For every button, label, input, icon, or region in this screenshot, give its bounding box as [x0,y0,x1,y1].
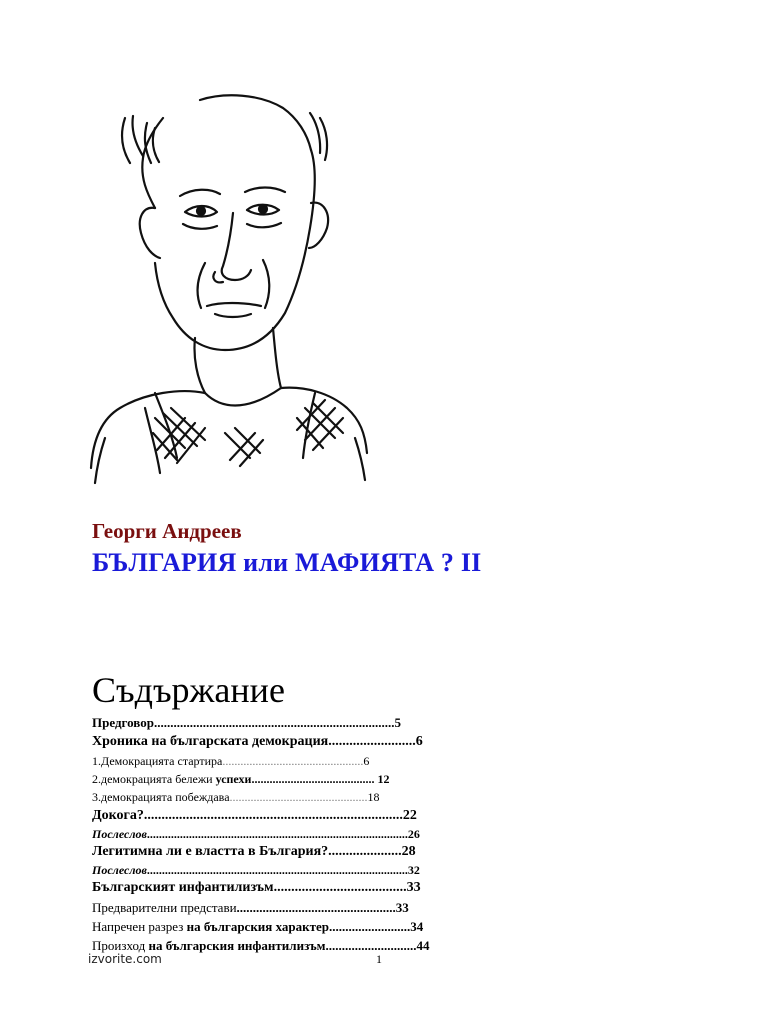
toc-entry-emphasis: на българския инфантилизъм [148,938,326,953]
toc-entry[interactable] [92,878,652,898]
toc-entry-title: Предговор [92,715,154,730]
toc-entry[interactable] [92,917,652,936]
toc-leader: .............................................. [229,790,368,804]
toc-page-number: 32 [407,863,420,877]
toc-entry[interactable] [92,806,652,826]
toc-page-number: 6 [363,754,370,768]
author-name: Георги Андреев [92,519,242,543]
toc-page-number: 26 [407,827,420,841]
toc-leader: ...................................... [273,880,407,895]
toc-page-number: 44 [416,938,430,953]
toc-entry[interactable] [92,862,652,878]
toc-entry[interactable] [92,826,652,842]
toc-leader: ............................................... [222,754,364,768]
toc-leader: ....................................................................................... [146,863,408,877]
toc-leader: ................................................. [236,900,396,915]
toc-entry-title: 1.Демокрацията стартира [92,754,223,768]
toc-leader: ......................... [329,919,411,934]
toc-leader: ....................................................................................... [146,827,408,841]
contents-heading: Съдържание [92,670,285,710]
toc-entry[interactable] [92,770,652,788]
toc-entry[interactable] [92,842,652,862]
toc-leader: .......................................................................... [143,808,403,823]
toc-entry[interactable] [92,752,652,770]
author-portrait-sketch [85,88,370,488]
footer-site: izvorite.com [88,952,162,966]
toc-entry[interactable] [92,713,652,732]
toc-leader: ......................... [328,734,416,749]
toc-leader: ............................ [325,938,417,953]
toc-entry-title: Послеслов [92,827,147,841]
toc-page-number: 18 [367,790,380,804]
toc-entry[interactable] [92,732,652,752]
toc-page-number: 34 [410,919,424,934]
toc-entry-title: 2.демокрацията бележи [92,772,216,786]
book-title: БЪЛГАРИЯ или МАФИЯТА ? II [92,548,482,577]
toc-entry-title: 3.демокрацията побеждава [92,790,230,804]
toc-page-number: 33 [395,900,409,915]
toc-entry[interactable] [92,898,652,917]
toc-entry[interactable] [92,936,652,955]
table-of-contents [92,713,652,955]
toc-entry-emphasis: успехи [215,772,252,786]
toc-entry-emphasis: на българския характер [186,919,330,934]
footer-page-number: 1 [376,952,382,966]
toc-page-number: 28 [401,844,416,859]
toc-page-number: 6 [415,734,423,749]
toc-entry-title: Легитимна ли е властта в България? [92,844,329,859]
toc-page-number: 33 [406,880,421,895]
toc-entry-title: Българският инфантилизъм [92,880,274,895]
toc-page-number: 5 [394,715,401,730]
toc-entry-title: Послеслов [92,863,147,877]
toc-entry-title: Докога? [92,808,144,823]
toc-entry-title: Произход [92,938,149,953]
toc-entry-title: Напречен разрез [92,919,187,934]
toc-leader: .......................................................................... [153,715,395,730]
toc-page-number: 22 [402,808,417,823]
toc-page-number: 12 [374,772,390,786]
toc-leader: ..................... [328,844,402,859]
toc-leader: ......................................... [251,772,375,786]
toc-entry-title: Хроника на българската демокрация [92,734,329,749]
toc-entry-title: Предварителни представи [92,900,237,915]
toc-entry[interactable] [92,788,652,806]
